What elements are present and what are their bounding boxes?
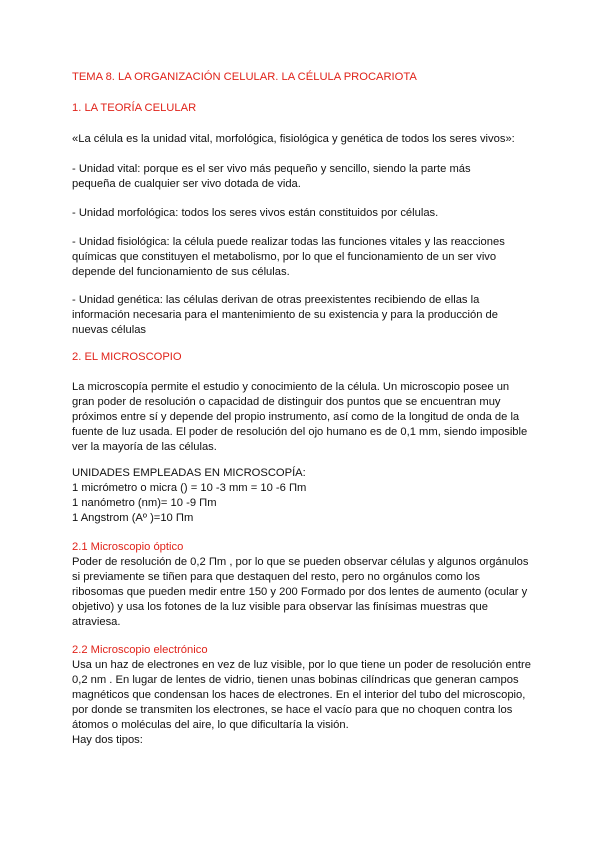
paragraph-unidad-morfologica: - Unidad morfológica: todos los seres vivos están constituidos por células. (72, 207, 439, 219)
subsection-heading-optico: 2.1 Microscopio óptico (72, 541, 184, 553)
text-line: La microscopía permite el estudio y conocimiento de la célula. Un microscopio posee un (72, 381, 510, 393)
units-list (72, 466, 542, 526)
text-line: pequeña de cualquier ser vivo dotada de vida. (72, 178, 301, 190)
text-line: objetivo) y usa los fotones de la luz visible para observar las finísimas muestras que (72, 601, 489, 613)
text-line: magnéticos que condensan los haces de electrones. En el interior del tubo del microscopio, (72, 689, 526, 701)
text-line: gran poder de resolución o capacidad de distinguir dos puntos que se encuentran muy (72, 396, 501, 408)
text-line: - Unidad genética: las células derivan de otras preexistentes recibiendo de ellas la (72, 294, 480, 306)
paragraph-microscopy-intro (72, 380, 542, 455)
text-line: si previamente se tiñen para que destaquen del resto, pero no orgánulos como los (72, 571, 480, 583)
text-line: atraviesa. (72, 616, 121, 628)
text-line: ribosomas que pueden medir entre 150 y 200 Formado por dos lentes de aumento (ocular y (72, 586, 528, 598)
text-line: Hay dos tipos: (72, 734, 143, 746)
text-line: Poder de resolución de 0,2 Πm , por lo que se pueden observar células y algunos orgánulos (72, 556, 529, 568)
text-line: - Unidad fisiológica: la célula puede realizar todas las funciones vitales y las reacciones (72, 236, 505, 248)
text-line: - Unidad vital: porque es el ser vivo más pequeño y sencillo, siendo la parte más (72, 163, 471, 175)
text-line: químicas que constituyen el metabolismo, por lo que el funcionamiento de un ser vivo (72, 251, 497, 263)
document-title: TEMA 8. LA ORGANIZACIÓN CELULAR. LA CÉLULA PROCARIOTA (72, 71, 417, 83)
paragraph-unidad-genetica (72, 293, 542, 338)
paragraph-microscopio-electronico (72, 658, 542, 748)
unit-angstrom: 1 Angstrom (Aº )=10 Πm (72, 512, 194, 524)
units-heading: UNIDADES EMPLEADAS EN MICROSCOPÍA: (72, 467, 306, 479)
unit-nanometro: 1 nanómetro (nm)= 10 -9 Πm (72, 497, 217, 509)
text-line: Usa un haz de electrones en vez de luz visible, por lo que tiene un poder de resolución entre (72, 659, 531, 671)
text-line: fuente de luz usada. El poder de resolución del ojo humano es de 0,1 mm, siendo imposible (72, 426, 528, 438)
text-line: depende del funcionamiento de sus células. (72, 266, 290, 278)
paragraph-microscopio-optico (72, 555, 542, 630)
unit-micrometro: 1 micrómetro o micra () = 10 -3 mm = 10 -6 Πm (72, 482, 307, 494)
section-heading-teoria-celular: 1. LA TEORÍA CELULAR (72, 102, 197, 114)
text-line: ver la mayoría de las células. (72, 441, 217, 453)
text-line: átomos o moléculas del aire, lo que dificultaría la visión. (72, 719, 349, 731)
paragraph-unidad-fisiologica (72, 235, 542, 280)
subsection-heading-electronico: 2.2 Microscopio electrónico (72, 644, 208, 656)
text-line: información necesaria para el mantenimiento de su existencia y para la producción de (72, 309, 498, 321)
section-heading-microscopio: 2. EL MICROSCOPIO (72, 351, 182, 363)
text-line: próximos entre sí y depende del propio instrumento, así como de la longitud de onda de la (72, 411, 520, 423)
cell-theory-quote: «La célula es la unidad vital, morfológica, fisiológica y genética de todos los seres vivos»: (72, 133, 515, 145)
text-line: 0,2 nm . En lugar de lentes de vidrio, tienen unas bobinas cilíndricas que generan campos (72, 674, 519, 686)
paragraph-unidad-vital (72, 162, 542, 192)
text-line: nuevas células (72, 324, 147, 336)
text-line: por donde se transmiten los electrones, se hace el vacío para que no choquen contra los (72, 704, 513, 716)
